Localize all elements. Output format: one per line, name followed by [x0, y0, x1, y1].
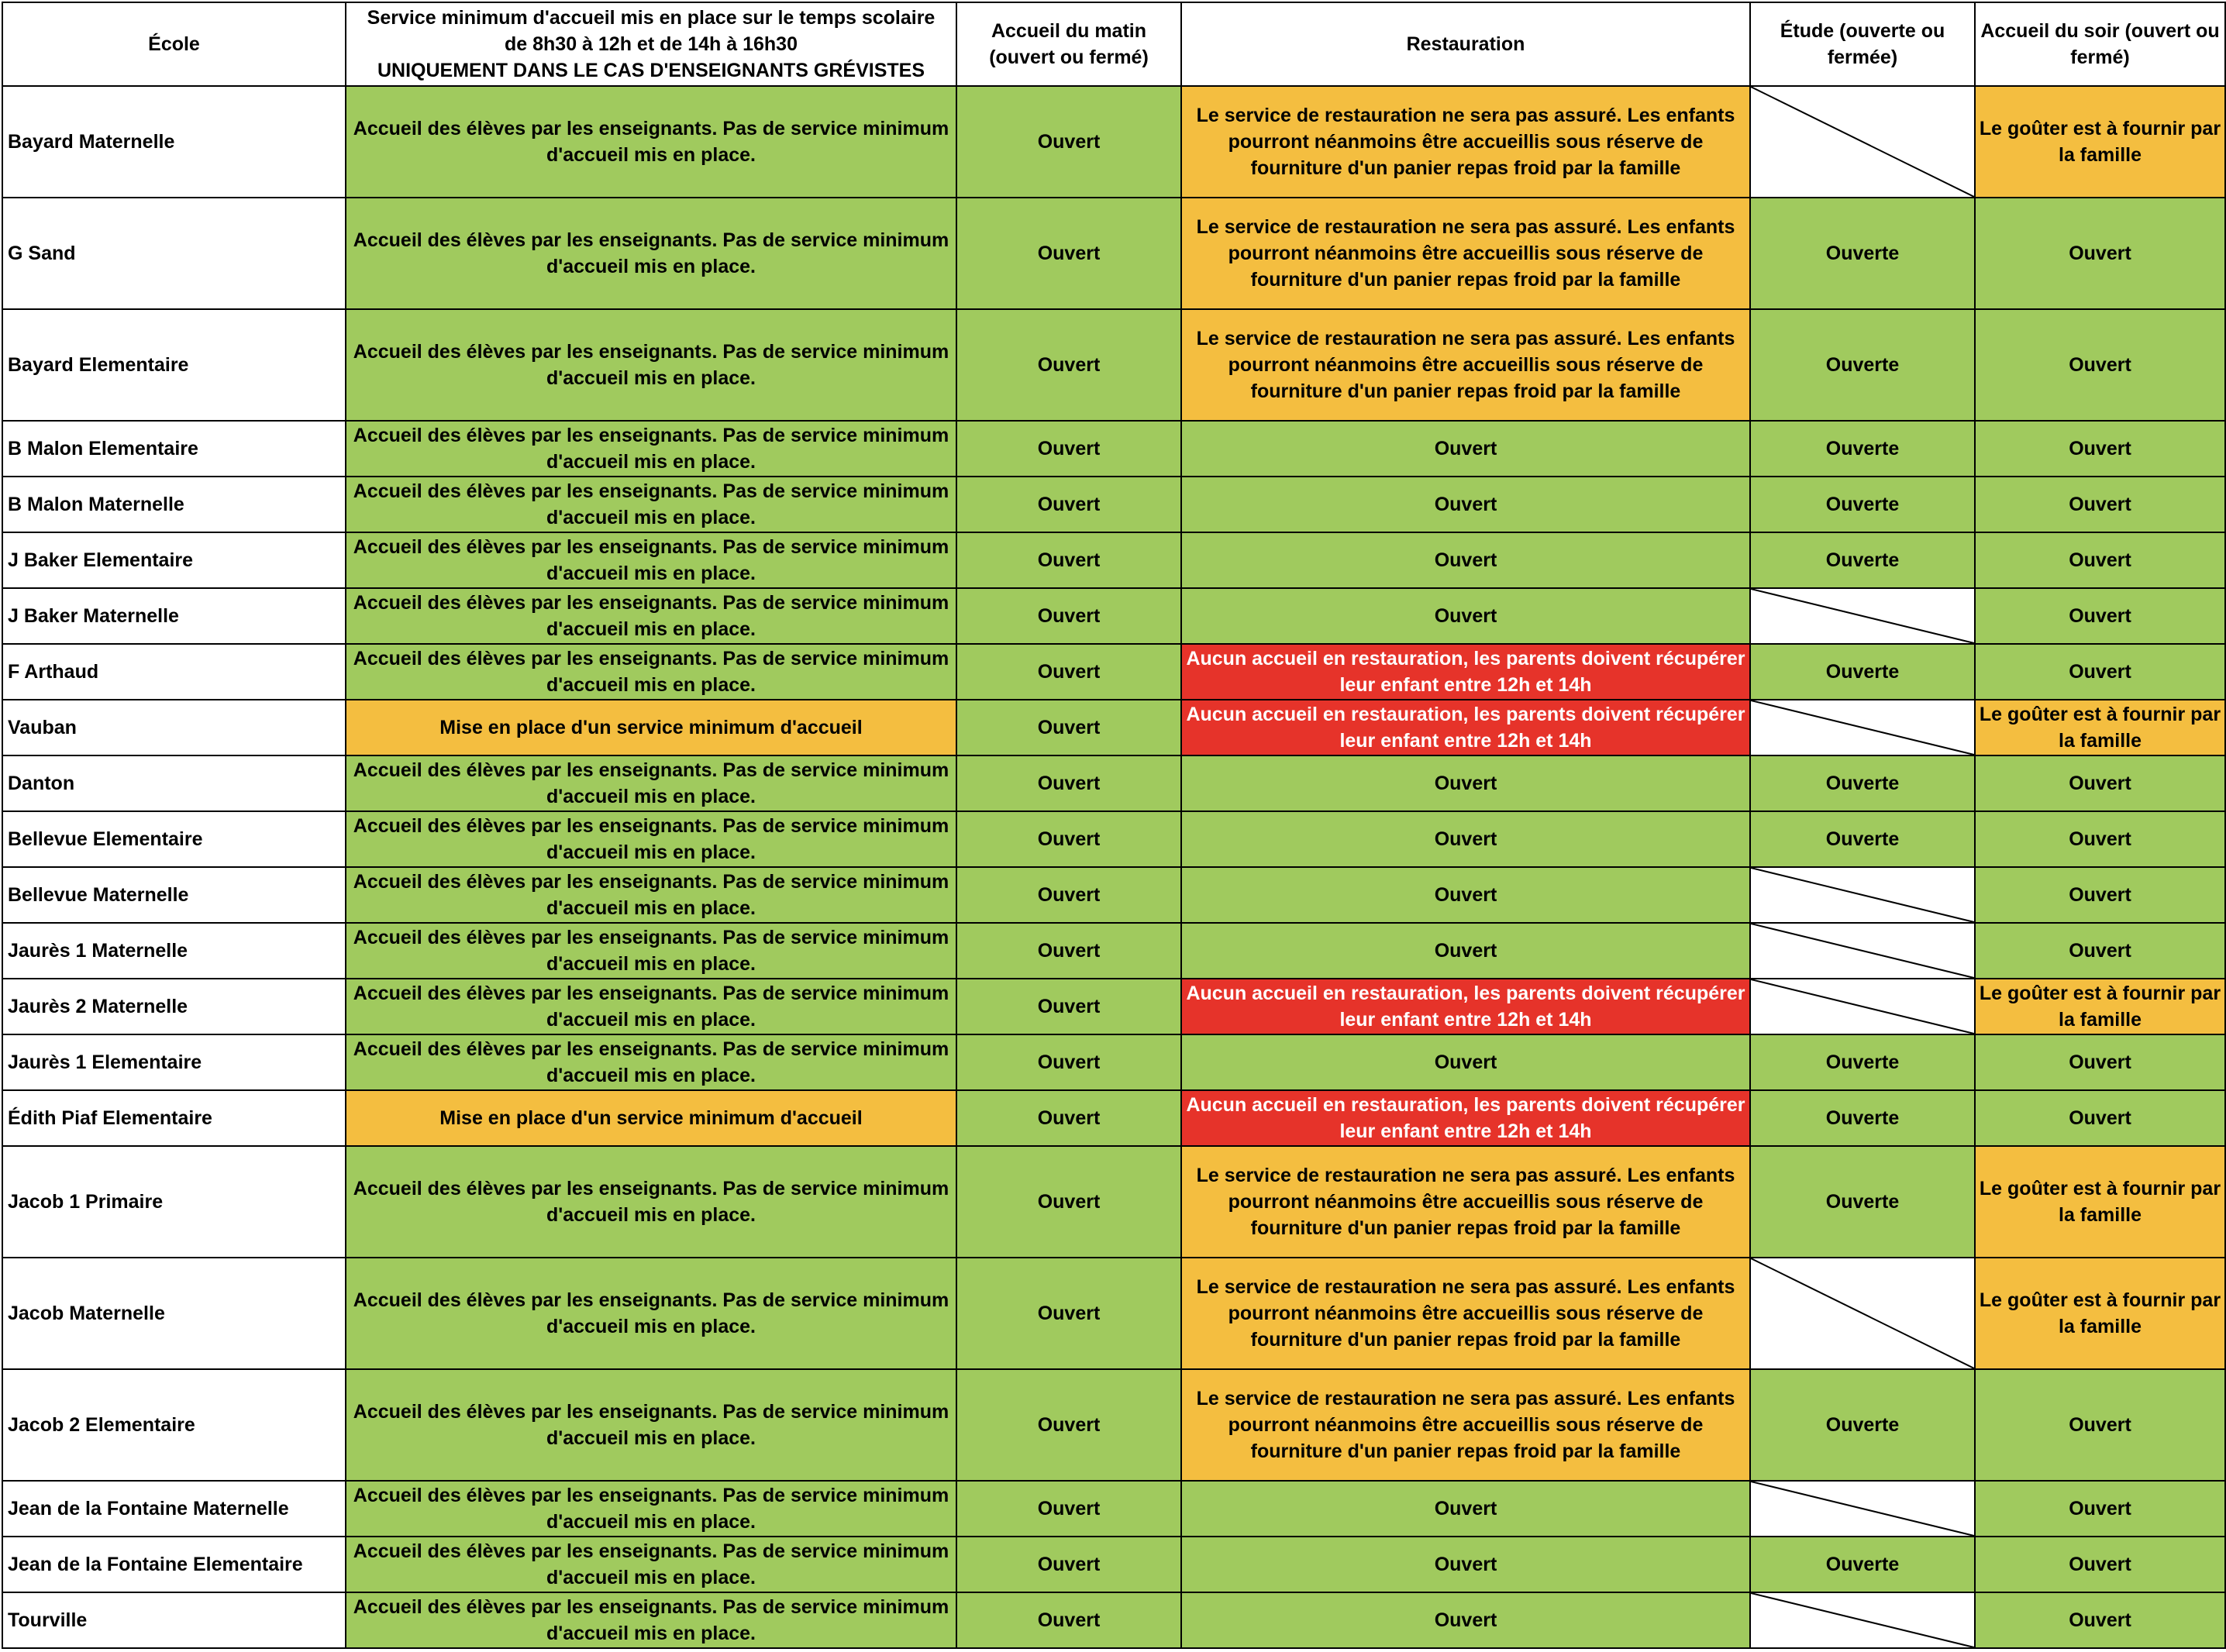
- service-cell: Accueil des élèves par les enseignants. Pas de service minimum d'accueil mis en place.: [346, 644, 956, 700]
- service-cell: Accueil des élèves par les enseignants. Pas de service minimum d'accueil mis en place.: [346, 198, 956, 309]
- restauration-cell: Ouvert: [1181, 532, 1750, 588]
- matin-cell: Ouvert: [956, 1481, 1181, 1537]
- etude-cell-empty: [1750, 588, 1975, 644]
- diagonal-strike-icon: [1751, 924, 1974, 978]
- service-cell: Accueil des élèves par les enseignants. Pas de service minimum d'accueil mis en place.: [346, 867, 956, 923]
- soir-cell: Ouvert: [1975, 532, 2225, 588]
- service-cell: Accueil des élèves par les enseignants. Pas de service minimum d'accueil mis en place.: [346, 588, 956, 644]
- table-row: [2, 1537, 2225, 1592]
- header-ecole: École: [2, 2, 346, 86]
- etude-cell: Ouverte: [1750, 811, 1975, 867]
- header-service: [346, 2, 956, 86]
- diagonal-strike-icon: [1751, 87, 1974, 197]
- soir-cell: Ouvert: [1975, 867, 2225, 923]
- etude-cell: Ouverte: [1750, 1034, 1975, 1090]
- etude-cell-empty: [1750, 867, 1975, 923]
- matin-cell: Ouvert: [956, 1369, 1181, 1481]
- matin-cell: Ouvert: [956, 477, 1181, 532]
- restauration-cell: Le service de restauration ne sera pas assuré. Les enfants pourront néanmoins être accueillis sous réserve de fourniture d'un panier repas froid par la famille: [1181, 86, 1750, 198]
- table-row: [2, 1369, 2225, 1481]
- school-name: Bellevue Elementaire: [2, 811, 346, 867]
- table-row: [2, 1481, 2225, 1537]
- service-cell: Mise en place d'un service minimum d'accueil: [346, 1090, 956, 1146]
- table-row: [2, 700, 2225, 755]
- soir-cell: Ouvert: [1975, 1369, 2225, 1481]
- soir-cell: Ouvert: [1975, 588, 2225, 644]
- restauration-cell: Aucun accueil en restauration, les parents doivent récupérer leur enfant entre 12h et 14h: [1181, 700, 1750, 755]
- etude-cell-empty: [1750, 700, 1975, 755]
- etude-cell-empty: [1750, 86, 1975, 198]
- table-row: [2, 477, 2225, 532]
- restauration-cell: Ouvert: [1181, 923, 1750, 979]
- school-name: Édith Piaf Elementaire: [2, 1090, 346, 1146]
- school-strike-table: [2, 2, 2226, 1649]
- soir-cell: Le goûter est à fournir par la famille: [1975, 979, 2225, 1034]
- header-service-line-2: de 8h30 à 12h et de 14h à 16h30: [505, 33, 798, 55]
- etude-cell-empty: [1750, 923, 1975, 979]
- diagonal-strike-icon: [1751, 700, 1974, 755]
- soir-cell: Ouvert: [1975, 1481, 2225, 1537]
- restauration-cell: Le service de restauration ne sera pas assuré. Les enfants pourront néanmoins être accueillis sous réserve de fourniture d'un panier repas froid par la famille: [1181, 1369, 1750, 1481]
- soir-cell: Ouvert: [1975, 1034, 2225, 1090]
- service-cell: Accueil des élèves par les enseignants. Pas de service minimum d'accueil mis en place.: [346, 755, 956, 811]
- header-matin: Accueil du matin (ouvert ou fermé): [956, 2, 1181, 86]
- service-cell: Accueil des élèves par les enseignants. Pas de service minimum d'accueil mis en place.: [346, 309, 956, 421]
- table-row: [2, 979, 2225, 1034]
- etude-cell: Ouverte: [1750, 309, 1975, 421]
- soir-cell: Ouvert: [1975, 309, 2225, 421]
- table-row: [2, 421, 2225, 477]
- etude-cell: Ouverte: [1750, 1537, 1975, 1592]
- restauration-cell: Aucun accueil en restauration, les parents doivent récupérer leur enfant entre 12h et 14h: [1181, 979, 1750, 1034]
- etude-cell: Ouverte: [1750, 421, 1975, 477]
- school-name: Bayard Maternelle: [2, 86, 346, 198]
- school-name: Jacob Maternelle: [2, 1258, 346, 1369]
- etude-cell: Ouverte: [1750, 755, 1975, 811]
- diagonal-strike-icon: [1751, 1482, 1974, 1536]
- restauration-cell: Ouvert: [1181, 1592, 1750, 1648]
- matin-cell: Ouvert: [956, 1592, 1181, 1648]
- service-cell: Accueil des élèves par les enseignants. Pas de service minimum d'accueil mis en place.: [346, 1034, 956, 1090]
- table-row: [2, 1090, 2225, 1146]
- matin-cell: Ouvert: [956, 811, 1181, 867]
- matin-cell: Ouvert: [956, 867, 1181, 923]
- etude-cell-empty: [1750, 1258, 1975, 1369]
- school-name: J Baker Maternelle: [2, 588, 346, 644]
- header-row: [2, 2, 2225, 86]
- service-cell: Accueil des élèves par les enseignants. Pas de service minimum d'accueil mis en place.: [346, 1592, 956, 1648]
- etude-cell: Ouverte: [1750, 1369, 1975, 1481]
- service-cell: Mise en place d'un service minimum d'accueil: [346, 700, 956, 755]
- matin-cell: Ouvert: [956, 700, 1181, 755]
- matin-cell: Ouvert: [956, 1258, 1181, 1369]
- etude-cell: Ouverte: [1750, 532, 1975, 588]
- etude-cell: Ouverte: [1750, 198, 1975, 309]
- matin-cell: Ouvert: [956, 1090, 1181, 1146]
- service-cell: Accueil des élèves par les enseignants. Pas de service minimum d'accueil mis en place.: [346, 1481, 956, 1537]
- service-cell: Accueil des élèves par les enseignants. Pas de service minimum d'accueil mis en place.: [346, 421, 956, 477]
- school-name: Jean de la Fontaine Elementaire: [2, 1537, 346, 1592]
- soir-cell: Le goûter est à fournir par la famille: [1975, 86, 2225, 198]
- diagonal-strike-icon: [1751, 868, 1974, 922]
- table-row: [2, 1592, 2225, 1648]
- matin-cell: Ouvert: [956, 755, 1181, 811]
- header-soir: Accueil du soir (ouvert ou fermé): [1975, 2, 2225, 86]
- soir-cell: Ouvert: [1975, 1090, 2225, 1146]
- soir-cell: Ouvert: [1975, 198, 2225, 309]
- soir-cell: Le goûter est à fournir par la famille: [1975, 1146, 2225, 1258]
- restauration-cell: Le service de restauration ne sera pas assuré. Les enfants pourront néanmoins être accueillis sous réserve de fourniture d'un panier repas froid par la famille: [1181, 309, 1750, 421]
- soir-cell: Le goûter est à fournir par la famille: [1975, 700, 2225, 755]
- table-row: [2, 1034, 2225, 1090]
- restauration-cell: Ouvert: [1181, 1481, 1750, 1537]
- etude-cell: Ouverte: [1750, 477, 1975, 532]
- header-service-line-3: UNIQUEMENT DANS LE CAS D'ENSEIGNANTS GRÉVISTES: [377, 60, 925, 81]
- matin-cell: Ouvert: [956, 644, 1181, 700]
- table-row: [2, 1146, 2225, 1258]
- school-name: J Baker Elementaire: [2, 532, 346, 588]
- service-cell: Accueil des élèves par les enseignants. Pas de service minimum d'accueil mis en place.: [346, 1146, 956, 1258]
- etude-cell-empty: [1750, 1592, 1975, 1648]
- diagonal-strike-icon: [1751, 1593, 1974, 1647]
- restauration-cell: Le service de restauration ne sera pas assuré. Les enfants pourront néanmoins être accueillis sous réserve de fourniture d'un panier repas froid par la famille: [1181, 1258, 1750, 1369]
- etude-cell-empty: [1750, 1481, 1975, 1537]
- soir-cell: Ouvert: [1975, 923, 2225, 979]
- school-name: B Malon Maternelle: [2, 477, 346, 532]
- table-row: [2, 755, 2225, 811]
- matin-cell: Ouvert: [956, 979, 1181, 1034]
- school-name: Jaurès 1 Maternelle: [2, 923, 346, 979]
- table-row: [2, 867, 2225, 923]
- table-row: [2, 644, 2225, 700]
- matin-cell: Ouvert: [956, 1537, 1181, 1592]
- service-cell: Accueil des élèves par les enseignants. Pas de service minimum d'accueil mis en place.: [346, 1537, 956, 1592]
- restauration-cell: Ouvert: [1181, 421, 1750, 477]
- soir-cell: Ouvert: [1975, 1537, 2225, 1592]
- etude-cell: Ouverte: [1750, 644, 1975, 700]
- header-etude: Étude (ouverte ou fermée): [1750, 2, 1975, 86]
- etude-cell: Ouverte: [1750, 1090, 1975, 1146]
- soir-cell: Le goûter est à fournir par la famille: [1975, 1258, 2225, 1369]
- restauration-cell: Ouvert: [1181, 867, 1750, 923]
- restauration-cell: Le service de restauration ne sera pas assuré. Les enfants pourront néanmoins être accueillis sous réserve de fourniture d'un panier repas froid par la famille: [1181, 1146, 1750, 1258]
- table-row: [2, 198, 2225, 309]
- restauration-cell: Ouvert: [1181, 1537, 1750, 1592]
- service-cell: Accueil des élèves par les enseignants. Pas de service minimum d'accueil mis en place.: [346, 477, 956, 532]
- restauration-cell: Aucun accueil en restauration, les parents doivent récupérer leur enfant entre 12h et 14h: [1181, 1090, 1750, 1146]
- matin-cell: Ouvert: [956, 1034, 1181, 1090]
- school-name: B Malon Elementaire: [2, 421, 346, 477]
- service-cell: Accueil des élèves par les enseignants. Pas de service minimum d'accueil mis en place.: [346, 979, 956, 1034]
- matin-cell: Ouvert: [956, 198, 1181, 309]
- table-row: [2, 811, 2225, 867]
- diagonal-strike-icon: [1751, 589, 1974, 643]
- table-row: [2, 309, 2225, 421]
- school-name: Danton: [2, 755, 346, 811]
- etude-cell: Ouverte: [1750, 1146, 1975, 1258]
- soir-cell: Ouvert: [1975, 421, 2225, 477]
- matin-cell: Ouvert: [956, 588, 1181, 644]
- school-name: Jaurès 2 Maternelle: [2, 979, 346, 1034]
- restauration-cell: Ouvert: [1181, 1034, 1750, 1090]
- table-row: [2, 86, 2225, 198]
- service-cell: Accueil des élèves par les enseignants. Pas de service minimum d'accueil mis en place.: [346, 532, 956, 588]
- restauration-cell: Ouvert: [1181, 477, 1750, 532]
- table-row: [2, 532, 2225, 588]
- table-row: [2, 1258, 2225, 1369]
- school-name: Bellevue Maternelle: [2, 867, 346, 923]
- restauration-cell: Ouvert: [1181, 811, 1750, 867]
- matin-cell: Ouvert: [956, 309, 1181, 421]
- service-cell: Accueil des élèves par les enseignants. Pas de service minimum d'accueil mis en place.: [346, 811, 956, 867]
- soir-cell: Ouvert: [1975, 477, 2225, 532]
- soir-cell: Ouvert: [1975, 811, 2225, 867]
- service-cell: Accueil des élèves par les enseignants. Pas de service minimum d'accueil mis en place.: [346, 923, 956, 979]
- restauration-cell: Le service de restauration ne sera pas assuré. Les enfants pourront néanmoins être accueillis sous réserve de fourniture d'un panier repas froid par la famille: [1181, 198, 1750, 309]
- matin-cell: Ouvert: [956, 923, 1181, 979]
- school-name: Jaurès 1 Elementaire: [2, 1034, 346, 1090]
- etude-cell-empty: [1750, 979, 1975, 1034]
- matin-cell: Ouvert: [956, 421, 1181, 477]
- school-name: F Arthaud: [2, 644, 346, 700]
- header-restauration: Restauration: [1181, 2, 1750, 86]
- matin-cell: Ouvert: [956, 1146, 1181, 1258]
- school-name: Vauban: [2, 700, 346, 755]
- diagonal-strike-icon: [1751, 979, 1974, 1034]
- soir-cell: Ouvert: [1975, 755, 2225, 811]
- restauration-cell: Ouvert: [1181, 588, 1750, 644]
- service-cell: Accueil des élèves par les enseignants. Pas de service minimum d'accueil mis en place.: [346, 86, 956, 198]
- table-row: [2, 588, 2225, 644]
- service-cell: Accueil des élèves par les enseignants. Pas de service minimum d'accueil mis en place.: [346, 1369, 956, 1481]
- restauration-cell: Ouvert: [1181, 755, 1750, 811]
- header-service-line-1: Service minimum d'accueil mis en place sur le temps scolaire: [367, 7, 936, 29]
- school-name: G Sand: [2, 198, 346, 309]
- diagonal-strike-icon: [1751, 1258, 1974, 1368]
- school-name: Tourville: [2, 1592, 346, 1648]
- table-row: [2, 923, 2225, 979]
- table-body: [2, 86, 2225, 1648]
- service-cell: Accueil des élèves par les enseignants. Pas de service minimum d'accueil mis en place.: [346, 1258, 956, 1369]
- matin-cell: Ouvert: [956, 532, 1181, 588]
- school-name: Jacob 1 Primaire: [2, 1146, 346, 1258]
- school-name: Jacob 2 Elementaire: [2, 1369, 346, 1481]
- school-name: Bayard Elementaire: [2, 309, 346, 421]
- soir-cell: Ouvert: [1975, 1592, 2225, 1648]
- soir-cell: Ouvert: [1975, 644, 2225, 700]
- restauration-cell: Aucun accueil en restauration, les parents doivent récupérer leur enfant entre 12h et 14h: [1181, 644, 1750, 700]
- matin-cell: Ouvert: [956, 86, 1181, 198]
- school-name: Jean de la Fontaine Maternelle: [2, 1481, 346, 1537]
